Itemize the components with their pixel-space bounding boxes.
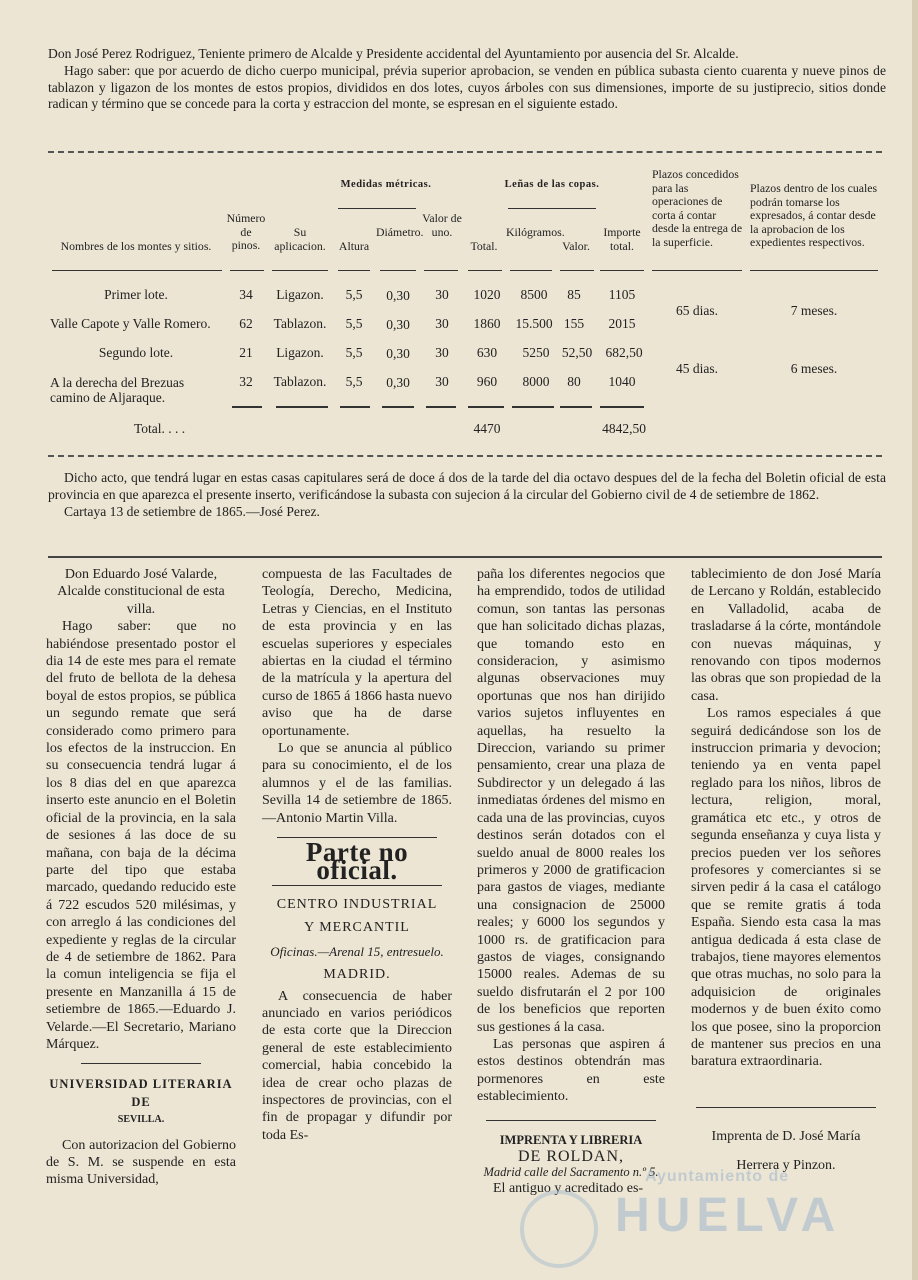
header-total: Total. xyxy=(470,239,498,253)
intro-body: Hago saber: que por acuerdo de dicho cuerpo municipal, prévia superior aprobacion, se venden en pública subasta ciento cuarenta y nueve pinos de tablazon y ligazon de los montes de estos propios, divididos en dos lotes, cuyos árboles con sus dimensiones, importe de su justiprecio, sitios donde radican y término que se concede para la corta y estraccion del monte, se espresan en el siguiente estado. xyxy=(48,62,886,112)
rule xyxy=(340,406,370,408)
rule xyxy=(468,270,502,271)
row-altura: 5,5 xyxy=(345,316,363,331)
row-nombre: Segundo lote. xyxy=(98,345,174,360)
header-valor-uno: Valor de uno. xyxy=(422,211,462,239)
rule xyxy=(652,270,742,271)
rule xyxy=(52,270,222,271)
watermark-line-1: Ayuntamiento de xyxy=(645,1168,790,1185)
col4-body-2: Los ramos especiales á que seguirá dedicándose son los de instruccion primaria y devocion; teniendo ya en venta papel reglado para los niños, libros de lectura, religion, moral, gramática etc etc., y otros de segunda enseñanza y cuya lista y precios pueden ver los señores profesores y comerciantes si se sirven pedir á la casa el catálogo que se remite gratis á toda España. Siendo esta casa la mas antigua dedicada á esta clase de trabajos, tiene mayores elementos que otras muchas, no solo para la adquisicion de originales modernos y de buen éxito como los que posee, sino la proporcion de mantener sus precios en una baratura extraordinaria. xyxy=(691,706,881,1070)
col2-body-2: Lo que se anuncia al público para su conocimiento, el de los alumnos y el de las familias. Sevilla 14 de setiembre de 1865.—Antonio Martin Villa. xyxy=(262,741,452,826)
closing-notice xyxy=(48,470,886,520)
row-importe: 682,50 xyxy=(605,345,643,360)
divider-table-bottom xyxy=(48,455,882,457)
row-importe: 1105 xyxy=(608,287,636,302)
col1-heading: Don Eduardo José Valarde, Alcalde constitucional de esta villa. xyxy=(57,567,225,617)
rule xyxy=(276,406,328,408)
rule xyxy=(272,270,328,271)
col4-body-1: tablecimiento de don José María de Lercano y Roldán, establecido en Valladolid, acaba de trasladarse á la córte, montándole con nuevas máquinas, y renovando con tipos modernos las obras que son propiedad de la casa. xyxy=(691,567,881,704)
row-total: 630 xyxy=(476,345,498,360)
rule xyxy=(560,406,592,408)
rule xyxy=(600,270,644,271)
header-group-medidas: Medidas métricas. xyxy=(340,179,432,190)
row-numero: 34 xyxy=(239,287,253,302)
col2-body-1: compuesta de las Facultades de Teología, Derecho, Medicina, Letras y Ciencias, en el Instituto de esta provincia y en las escuelas superiores y especiales abiertas en la ciudad el término de la matrícula y la apertura del curso de 1865 á 1866 hasta nuevo aviso que ha de darse oportunamente. xyxy=(262,567,452,739)
rule xyxy=(338,270,370,271)
row-diametro: 0,30 xyxy=(386,317,410,332)
rule xyxy=(380,270,416,271)
col1-university-body: Con autorizacion del Gobierno de S. M. se suspende en esta misma Universidad, xyxy=(46,1137,236,1188)
header-plazos-corta: Plazos concedidos para las operaciones de corta á contar desde la entrega de la superficie. xyxy=(652,167,743,249)
total-total: 4470 xyxy=(473,421,501,436)
row-valor-uno: 30 xyxy=(435,316,449,331)
header-aplicacion: Su aplicacion. xyxy=(274,225,326,253)
centro-address: Oficinas.—Arenal 15, entresuelo. xyxy=(270,943,444,959)
rule xyxy=(750,270,878,271)
rule xyxy=(468,406,504,408)
rule xyxy=(426,406,456,408)
imprenta-name: DE ROLDAN, xyxy=(518,1147,624,1165)
intro-notice xyxy=(48,46,886,113)
header-importe: Importe total. xyxy=(603,225,641,253)
centro-city: MADRID. xyxy=(323,967,391,983)
divider-columns xyxy=(48,556,882,558)
imprenta-title: IMPRENTA Y LIBRERIA xyxy=(499,1132,643,1147)
row-diametro: 0,30 xyxy=(386,375,410,390)
row-valor: 52,50 xyxy=(561,345,593,360)
row-total: 960 xyxy=(476,374,498,389)
plazo-corta: 45 dias. xyxy=(676,361,718,376)
row-nombre: Valle Capote y Valle Romero. xyxy=(50,316,211,331)
archive-watermark xyxy=(515,1168,845,1258)
row-valor: 85 xyxy=(567,287,581,302)
col3-body-1: paña los diferentes negocios que ha emprendido, todos de utilidad comun, son tantas las personas que han solicitado dichas plazas, que tomando esto en consideracion, y asimismo algunas observaciones muy oportunas que nos han dirijido varios sujetos influyentes en aquellas, ha resuelto la Direccion, variando su primer pensamiento, crear una plaza de Subdirector y un delegado á las inmediatas órdenes del mismo en cada una de las provincias, cuyos destinos serán dotados con el sueldo anual de 8000 reales los primeros y 2000 de gratificacion para gastos de viages, mediante una consignacion de 25000 reales; y 6000 los segundos y 1000 rs. de gratificacion para gastos de viages, consignando 15000 reales. Ademas de su sueldo disfrutarán el 2 por 100 de los beneficios que reporten sus gestiones á la casa. xyxy=(477,567,665,1035)
col2-divider xyxy=(272,885,442,886)
rule xyxy=(230,270,264,271)
header-plazos-aprob: Plazos dentro de los cuales podrán tomarse los expresados, á contar desde la aprobacion de los expedientes respectivos. xyxy=(750,181,878,249)
printer-line-1: Imprenta de D. José María xyxy=(711,1128,861,1144)
university-title: UNIVERSIDAD LITERARIA DE xyxy=(49,1077,233,1109)
rule xyxy=(560,270,594,271)
plazo-aprob: 6 meses. xyxy=(790,361,838,376)
total-label: Total. . . . xyxy=(134,421,186,436)
column-3 xyxy=(477,566,665,1197)
row-diametro: 0,30 xyxy=(386,346,410,361)
page-edge xyxy=(912,0,918,1280)
row-aplicacion: Ligazon. xyxy=(276,287,324,302)
row-nombre: Primer lote. xyxy=(104,287,168,302)
row-aplicacion: Tablazon. xyxy=(273,316,327,331)
rule xyxy=(382,406,414,408)
total-importe: 4842,50 xyxy=(602,421,646,436)
plazo-aprob: 7 meses. xyxy=(790,303,838,318)
col2-body-3: A consecuencia de haber anunciado en varios periódicos de esta corte que la Direccion general de este establecimiento comercial, habia concebido la idea de crear ocho plazas de inspectores de provincias, con el fin de propagar y difundir por toda Es- xyxy=(262,988,452,1143)
rule xyxy=(338,208,416,209)
row-valor: 80 xyxy=(567,374,581,389)
row-kilogramos: 15.500 xyxy=(515,316,553,331)
row-total: 1860 xyxy=(473,316,501,331)
col1-body: Hago saber: que no habiéndose presentado postor el dia 14 de este mes para el remate del fruto de bellota de la dehesa boyal de estos propios, se pública un segundo remate que será considerado como primero para los efectos de la instruccion. En su consecuencia tendrá lugar á los 8 dias del en que aparezca inserto este anuncio en el Boletin oficial de la provincia, en la sala de sesiones á las doce de su mañana, con baja de la décima parte del tipo que estaba marcado, quedando reducido este á 722 escudos 520 milésimas, y con arreglo á las condiciones del expediente y reglas de la circular de 4 de setiembre de 1862. Para la comun inteligencia se fija el presente en Manzanilla á 15 de setiembre de 1865.—Eduardo J. Velarde.—El Secretario, Mariano Márquez. xyxy=(46,619,236,1052)
row-aplicacion: Tablazon. xyxy=(273,374,327,389)
intro-heading: Don José Perez Rodriguez, Teniente primero de Alcalde y Presidente accidental del Ayuntamiento por ausencia del Sr. Alcalde. xyxy=(48,46,739,61)
row-altura: 5,5 xyxy=(345,374,363,389)
column-2 xyxy=(262,566,452,1144)
row-valor-uno: 30 xyxy=(435,374,449,389)
row-diametro: 0,30 xyxy=(386,288,410,303)
row-valor-uno: 30 xyxy=(435,287,449,302)
row-total: 1020 xyxy=(473,287,501,302)
rule xyxy=(424,270,458,271)
row-importe: 1040 xyxy=(608,374,636,389)
row-kilogramos: 5250 xyxy=(522,345,550,360)
col3-body-3: El antiguo y acreditado es- xyxy=(493,1180,644,1196)
header-diametro: Diámetro. xyxy=(376,225,424,239)
row-altura: 5,5 xyxy=(345,287,363,302)
col4-divider xyxy=(696,1107,876,1108)
rule xyxy=(508,208,596,209)
header-group-lenas: Leñas de las copas. xyxy=(504,179,600,190)
row-altura: 5,5 xyxy=(345,345,363,360)
closing-signature: Cartaya 13 de setiembre de 1865.—José Perez. xyxy=(64,503,320,519)
header-altura: Altura xyxy=(338,239,370,253)
col3-body-2: Las personas que aspiren á estos destinos obtendrán mas pormenores en este establecimiento. xyxy=(477,1036,665,1105)
row-valor: 155 xyxy=(563,316,585,331)
header-nombres: Nombres de los montes y sitios. xyxy=(60,239,212,253)
printer-line-2: Herrera y Pinzon. xyxy=(736,1158,836,1174)
row-numero: 32 xyxy=(239,374,253,389)
column-4 xyxy=(691,566,881,1175)
divider-top xyxy=(48,151,882,153)
row-valor-uno: 30 xyxy=(435,345,449,360)
rule xyxy=(510,270,552,271)
header-kilogramos: Kilógramos. xyxy=(506,225,565,239)
closing-body: Dicho acto, que tendrá lugar en estas casas capitulares será de doce á dos de la tarde del dia octavo despues del de la fecha del Boletin oficial de esta provincia en que aparezca el presente inserto, verificándose la subasta con sujecion á la circular del Gobierno civil de 4 de setiembre de 1862. xyxy=(48,470,886,502)
watermark-line-2: HUELVA xyxy=(615,1189,842,1242)
row-numero: 62 xyxy=(239,316,253,331)
centro-title-2: Y MERCANTIL xyxy=(304,920,410,936)
col1-divider xyxy=(81,1063,201,1064)
row-numero: 21 xyxy=(239,345,253,360)
imprenta-address: Madrid calle del Sacramento n.º 5. xyxy=(483,1164,659,1179)
column-1 xyxy=(46,566,236,1189)
header-valor: Valor. xyxy=(562,239,590,253)
row-nombre: A la derecha del Brezuas camino de Aljaraque. xyxy=(50,375,185,405)
parte-no-oficial-heading: Parte no oficial. xyxy=(305,837,409,885)
rule xyxy=(232,406,262,408)
header-numero: Número de pinos. xyxy=(226,211,266,252)
col3-divider xyxy=(486,1120,656,1121)
row-aplicacion: Ligazon. xyxy=(276,345,324,360)
row-importe: 2015 xyxy=(608,316,636,331)
row-kilogramos: 8500 xyxy=(520,287,548,302)
plazo-corta: 65 dias. xyxy=(676,303,718,318)
rule xyxy=(600,406,644,408)
centro-title-1: CENTRO INDUSTRIAL xyxy=(276,896,438,912)
university-city: SEVILLA. xyxy=(117,1114,165,1126)
row-kilogramos: 8000 xyxy=(522,374,550,389)
rule xyxy=(512,406,554,408)
